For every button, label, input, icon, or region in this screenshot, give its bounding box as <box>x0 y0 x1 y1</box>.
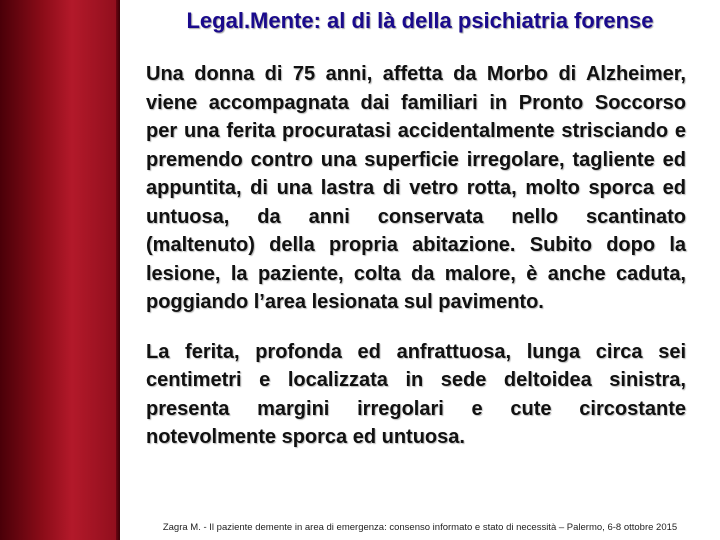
paragraph-wound-description: La ferita, profonda ed anfrattuosa, lunga circa sei centimetri e localizzata in sede deltoidea sinistra, presenta margini irregolari e cute circostante notevolmente sporca ed untuosa. <box>146 340 686 448</box>
slide-body <box>146 60 686 452</box>
slide-title: Legal.Mente: al di là della psichiatria forense <box>186 8 654 33</box>
sidebar-decoration <box>0 0 120 540</box>
slide-footer: Zagra M. - Il paziente demente in area di emergenza: consenso informato e stato di necessità – Palermo, 6-8 ottobre 2015 <box>162 522 678 533</box>
paragraph-case-description: Una donna di 75 anni, affetta da Morbo di Alzheimer, viene accompagnata dai familiari in Pronto Soccorso per una ferita procuratasi accidentalmente strisciando e premendo contro una superficie irregolare, tagliente ed appuntita, di una lastra di vetro rotta, molto sporca ed untuosa, da anni conservata nello scantinato (maltenuto) della propria abitazione. Subito dopo la lesione, la paziente, colta da malore, è anche caduta, poggiando l’area lesionata sul pavimento. <box>146 63 686 313</box>
sidebar-edge <box>116 0 120 540</box>
